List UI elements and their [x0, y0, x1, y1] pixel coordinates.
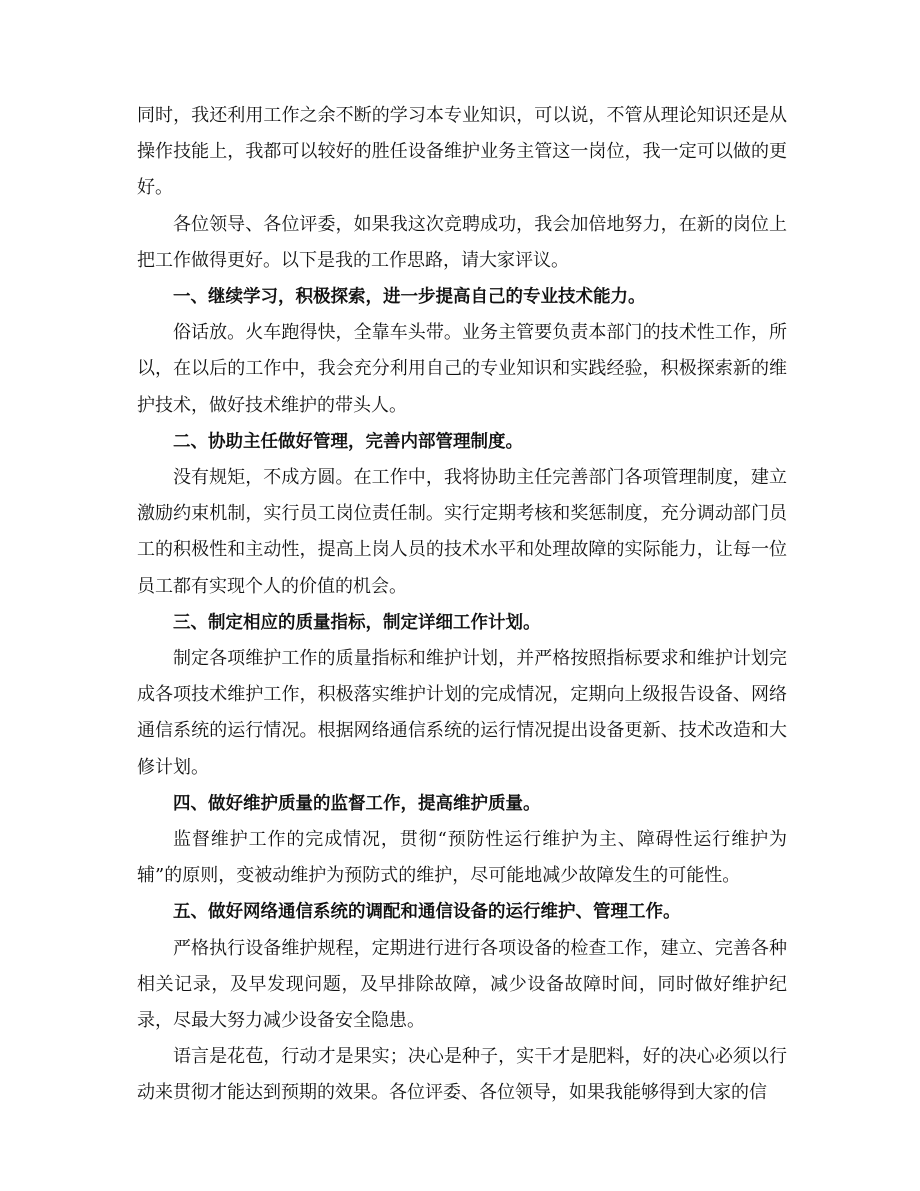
section-heading-1: 一、继续学习，积极探索，进一步提高自己的专业技术能力。: [173, 287, 646, 308]
section-body-3: 制定各项维护工作的质量指标和维护计划，并严格按照指标要求和维护计划完成各项技术维护工作，积极落实维护计划的完成情况，定期向上级报告设备、网络通信系统的运行情况。根据网络通信系统的运行情况提出设备更新、技术改造和大修计划。: [137, 648, 787, 778]
section-body-5: 严格执行设备维护规程，定期进行进行各项设备的检查工作，建立、完善各种相关记录，及早发现问题，及早排除故障，减少设备故障时间，同时做好维护纪录，尽最大努力减少设备安全隐患。: [137, 937, 787, 1032]
paragraph-continuation: 同时，我还利用工作之余不断的学习本专业知识，可以说，不管从理论知识还是从操作技能上，我都可以较好的胜任设备维护业务主管这一岗位，我一定可以做的更好。: [137, 105, 787, 199]
paragraph-intro: 各位领导、各位评委，如果我这次竞聘成功，我会加倍地努力，在新的岗位上把工作做得更好。以下是我的工作思路，请大家评议。: [137, 213, 787, 271]
section-heading-4: 四、做好维护质量的监督工作，提高维护质量。: [173, 793, 541, 814]
section-body-2: 没有规矩，不成方圆。在工作中，我将协助主任完善部门各项管理制度，建立激励约束机制，实行员工岗位责任制。实行定期考核和奖惩制度，充分调动部门员工的积极性和主动性，提高上岗人员的技术水平和处理故障的实际能力，让每一位员工都有实现个人的价值的机会。: [137, 467, 787, 597]
document-page: [137, 98, 787, 1112]
section-heading-5: 五、做好网络通信系统的调配和通信设备的运行维护、管理工作。: [173, 902, 681, 923]
section-heading-2: 二、协助主任做好管理，完善内部管理制度。: [173, 431, 523, 452]
section-heading-3: 三、制定相应的质量指标，制定详细工作计划。: [173, 612, 541, 633]
section-body-1: 俗话放。火车跑得快，全靠车头带。业务主管要负责本部门的技术性工作，所以，在以后的工作中，我会充分利用自己的专业知识和实践经验，积极探索新的维护技术，做好技术维护的带头人。: [137, 322, 787, 416]
section-body-4: 监督维护工作的完成情况，贯彻“预防性运行维护为主、障碍性运行维护为辅”的原则，变被动维护为预防式的维护，尽可能地减少故障发生的可能性。: [137, 829, 787, 887]
closing-paragraph: 语言是花苞，行动才是果实；决心是种子，实干才是肥料，好的决心必须以行动来贯彻才能达到预期的效果。各位评委、各位领导，如果我能够得到大家的信: [137, 1046, 787, 1104]
